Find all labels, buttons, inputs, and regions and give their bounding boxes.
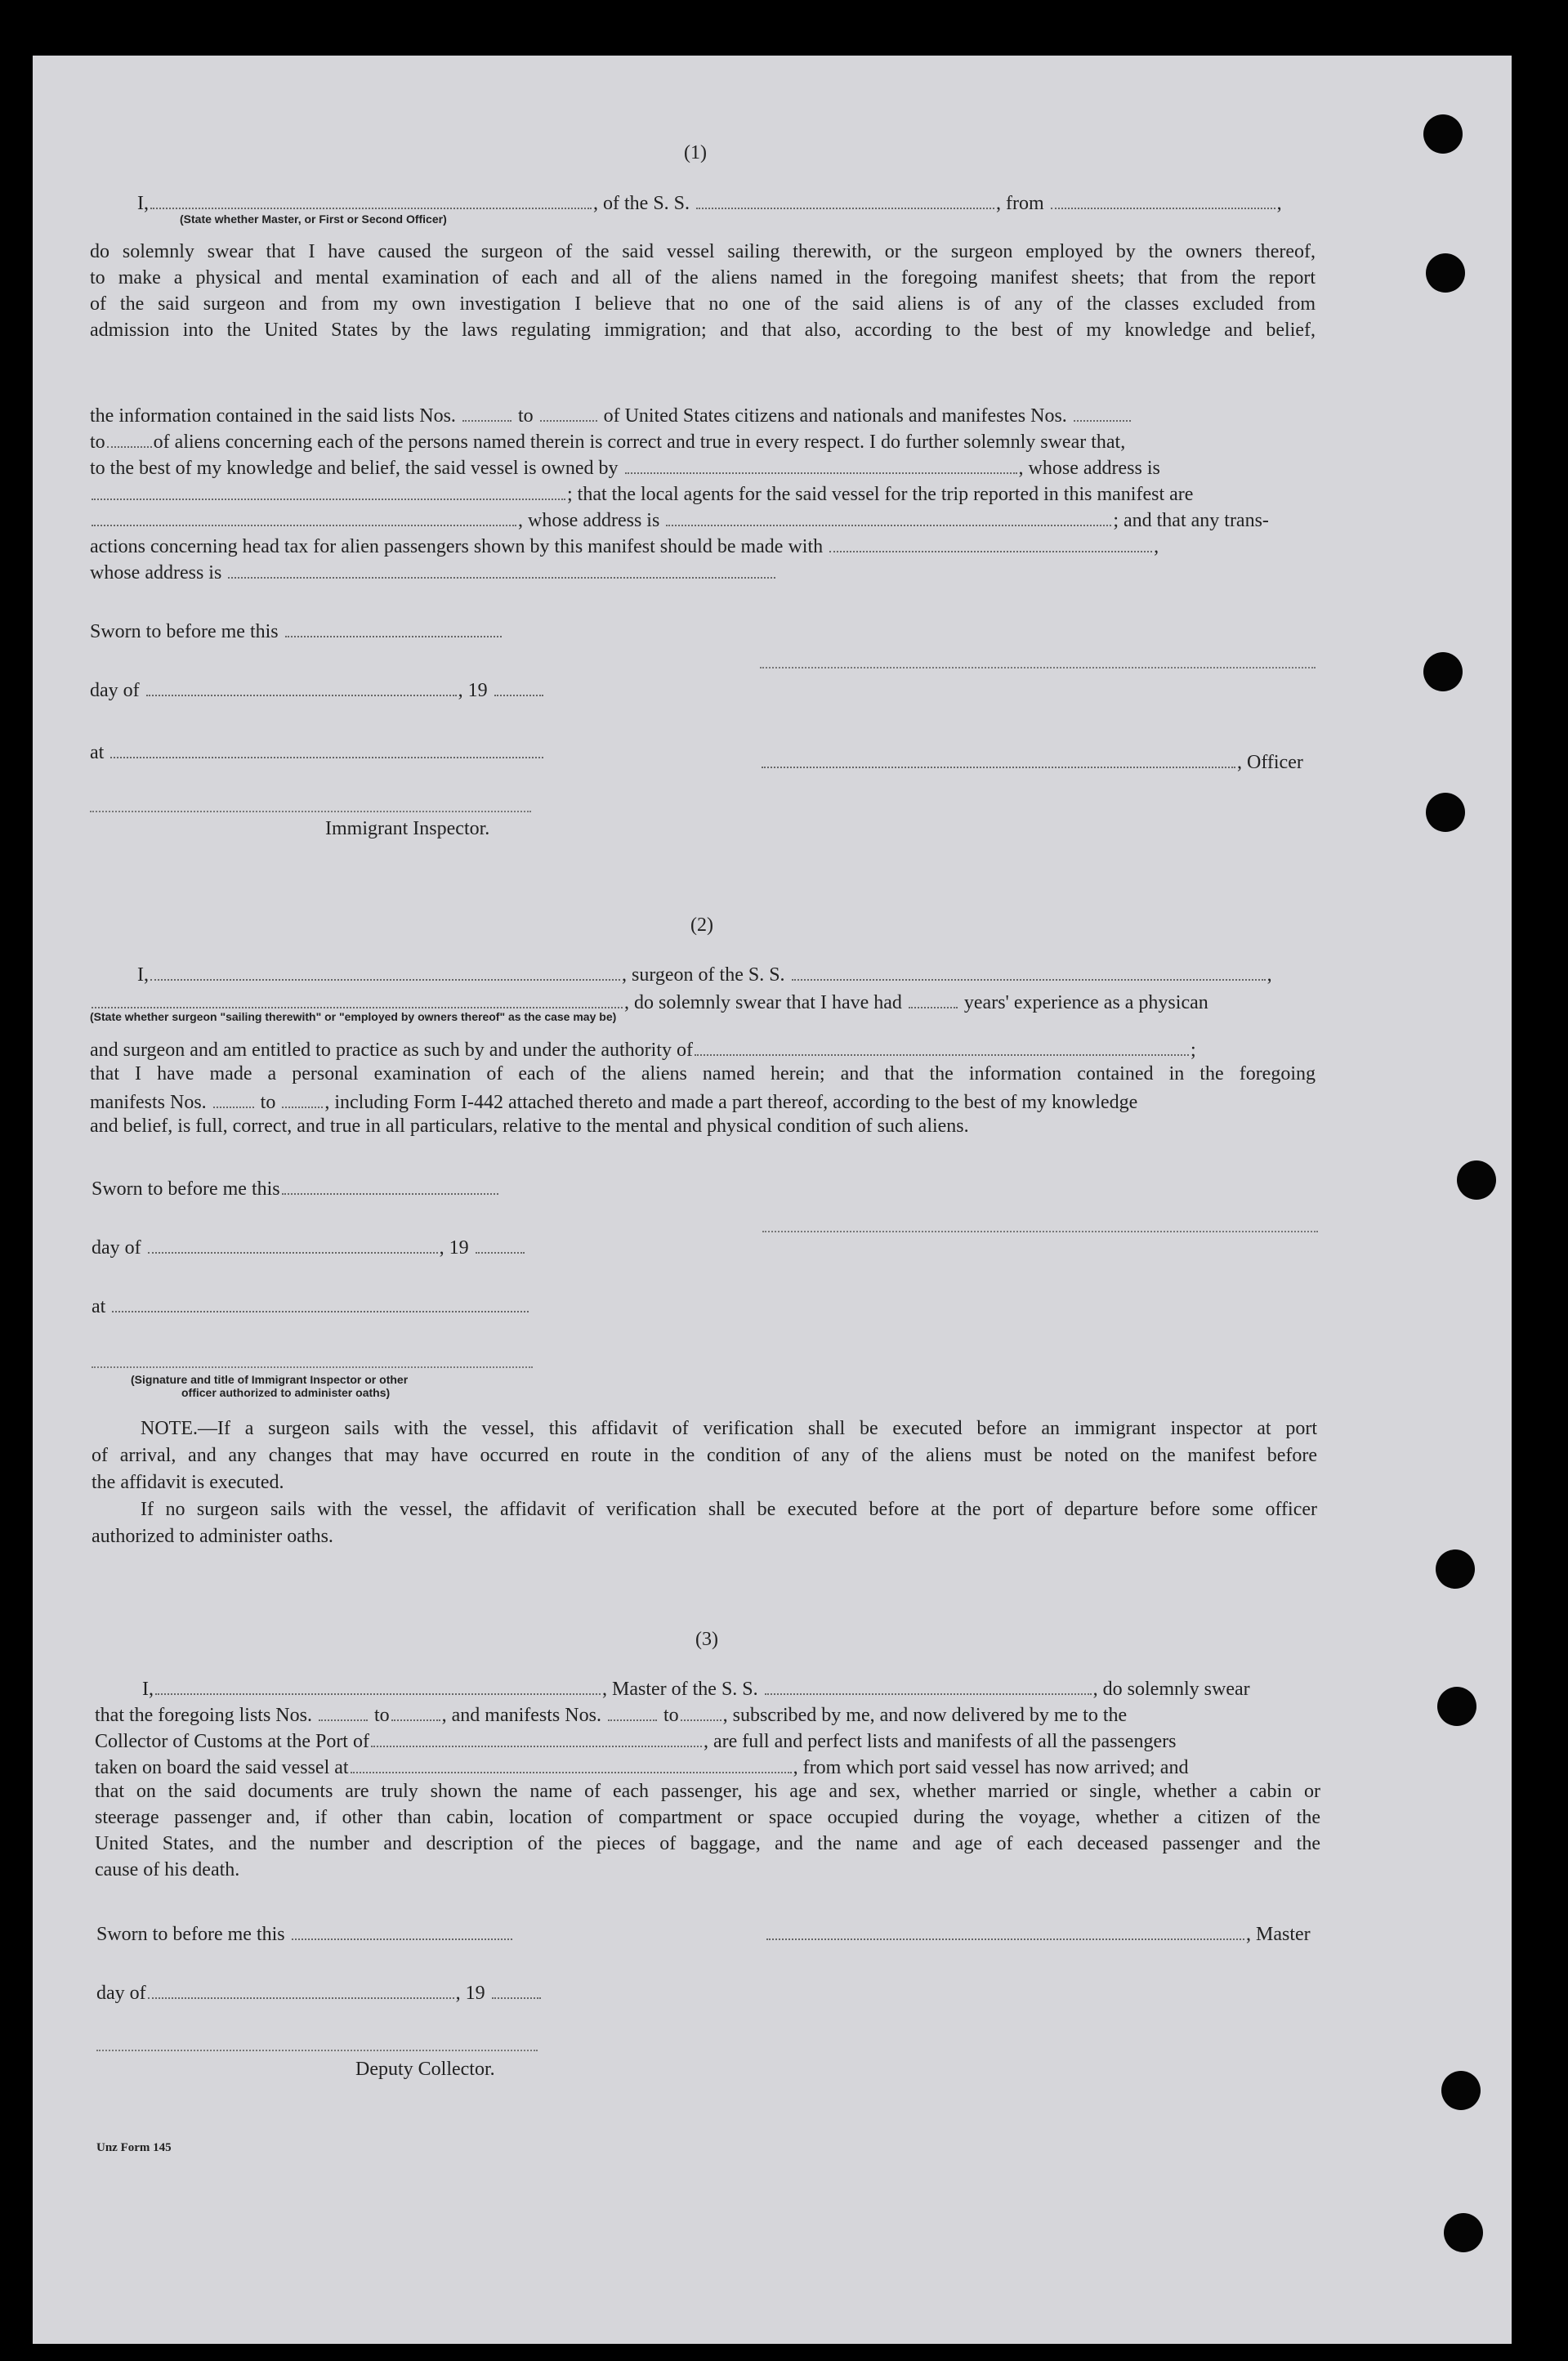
s3-manifests-to-field[interactable] [681,1700,721,1721]
s1-inspector-label: Immigrant Inspector. [325,818,490,839]
s1-year-field[interactable] [494,675,543,696]
s1-line-12: whose address is [90,557,777,587]
s2-place-field[interactable] [112,1291,529,1312]
s1-dayof: day of , 19 [90,675,545,704]
s2-vessel-field[interactable] [792,959,1266,981]
punch-hole [1423,652,1463,691]
s1-officer: , Officer [760,747,1303,776]
s2-manifest-to-field[interactable] [282,1087,323,1108]
s1-officer-name-field[interactable] [762,747,1235,768]
authority-field[interactable] [695,1035,1189,1056]
head-tax-contact-field[interactable] [829,531,1152,552]
s1-officer-signature-line[interactable] [760,667,1316,669]
officer-rank-note: (State whether Master, or First or Second Officer) [180,212,447,226]
surgeon-type-note: (State whether surgeon "sailing therewith" or "employed by owners thereof" as the case may be) [90,1010,617,1023]
s2-line-2: , do solemnly swear that I have had years' experience as a physican [90,987,1208,1017]
s3-vessel-field[interactable] [765,1674,1092,1695]
s1-body-2: to make a physical and mental examination of each and all of the aliens named in the foregoing manifest sheets; that from the report [90,267,1316,288]
s3-year-field[interactable] [492,1978,541,1999]
s3-manifests-from-field[interactable] [608,1700,657,1721]
punch-hole [1436,1549,1475,1589]
s3-deputy-signature-line[interactable] [96,2050,538,2051]
s3-body-1: that on the said documents are truly shown the name of each passenger, his age and sex, whether married or single, whether a cabin or [95,1781,1320,1802]
s3-lists-from-field[interactable] [319,1700,368,1721]
citizen-list-from-field[interactable] [462,400,511,422]
s1-body-1: do solemnly swear that I have caused the surgeon of the said vessel sailing therewith, or the surgeon employed by the owners thereof, [90,241,1316,262]
s1-place-field[interactable] [110,737,543,758]
s1-body-4: admission into the United States by the laws regulating immigration; and that also, according to the best of my knowledge and belief, [90,320,1316,341]
section-3-number: (3) [695,1629,718,1650]
s1-inspector-signature-line[interactable] [90,811,531,812]
s1-line-1: I, , of the S. S. , from , [137,188,1282,217]
s2-year-field[interactable] [476,1232,525,1254]
s3-body-3: United States, and the number and description of the pieces of baggage, and the name and age of each deceased passenger and the [95,1833,1320,1854]
boarding-port-field[interactable] [351,1752,792,1773]
punch-hole [1444,2213,1483,2252]
master-name-field[interactable] [155,1674,601,1695]
s3-line-1: I, , Master of the S. S. , do solemnly swear [142,1674,1250,1703]
section-2-number: (2) [690,914,713,936]
punch-hole [1426,793,1465,832]
s2-at: at [92,1291,530,1321]
s3-dayof: day of , 19 [96,1978,543,2007]
punch-hole [1437,1687,1476,1726]
s2-dayof: day of , 19 [92,1232,526,1262]
s3-lists-to-field[interactable] [391,1700,440,1721]
s3-sworn: Sworn to before me this [96,1919,514,1948]
s2-inspector-signature-line[interactable] [92,1366,533,1368]
s2-line-4: that I have made a personal examination of each of the aliens named herein; and that the information contained in the foregoing [90,1063,1316,1084]
s3-line-4: taken on board the said vessel at , from which port said vessel has now arrived; and [95,1752,1188,1782]
s2-manifest-from-field[interactable] [213,1087,254,1108]
s3-deputy-label: Deputy Collector. [355,2059,495,2080]
s3-master-signature-field[interactable] [766,1919,1244,1940]
s2-line-3: and surgeon and am entitled to practice as such by and under the authority of ; [90,1035,1196,1064]
s3-line-2: that the foregoing lists Nos. to , and manifests Nos. to , subscribed by me, and now delivered by me to the [95,1700,1127,1729]
note-2a: If no surgeon sails with the vessel, the affidavit of verification shall be executed before at the port of departure before some officer [141,1499,1317,1520]
form-number: Unz Form 145 [96,2141,172,2154]
s2-sworn: Sworn to before me this [92,1174,500,1203]
note-1a: NOTE.—If a surgeon sails with the vessel, this affidavit of verification shall be executed before an immigrant inspector at port [141,1418,1317,1439]
s1-sworn: Sworn to before me this [90,616,503,646]
owner-field[interactable] [625,453,1017,474]
note-1c: the affidavit is executed. [92,1472,284,1493]
punch-hole [1441,2071,1481,2110]
s2-line-5: manifests Nos. to , including Form I-442 attached thereto and made a part thereof, according to the best of my knowledge [90,1087,1137,1116]
s1-body-3: of the said surgeon and from my own investigation I believe that no one of the said aliens is of any of the classes excluded from [90,293,1316,315]
s3-body-4: cause of his death. [95,1859,240,1880]
s2-line-1: I, , surgeon of the S. S. , [137,959,1272,989]
form-page [33,56,1512,2344]
s1-day-field[interactable] [146,675,457,696]
section-1-number: (1) [684,142,707,163]
surgeon-type-field[interactable] [92,987,623,1008]
note-1b: of arrival, and any changes that may have occurred en route in the condition of any of the aliens must be noted on the manifest before [92,1445,1317,1466]
officer-name-field[interactable] [150,188,592,209]
s1-line-7: to of aliens concerning each of the persons named therein is correct and true in every respect. I do further solemnly swear that, [90,427,1125,456]
agents-address-field[interactable] [666,505,1111,526]
from-port-field[interactable] [1051,188,1275,209]
vessel-name-field[interactable] [696,188,994,209]
s3-day-field[interactable] [148,1978,454,1999]
note-2b: authorized to administer oaths. [92,1526,333,1547]
s1-line-11: actions concerning head tax for alien passengers shown by this manifest should be made with , [90,531,1159,561]
s3-master: , Master [765,1919,1311,1948]
punch-hole [1423,114,1463,154]
s1-line-9: ; that the local agents for the said vessel for the trip reported in this manifest are [90,479,1193,508]
s1-line-6: the information contained in the said lists Nos. to of United States citizens and nationals and manifestes Nos. [90,400,1132,430]
s1-at: at [90,737,545,767]
manifest-from-field[interactable] [1074,400,1131,422]
port-of-field[interactable] [371,1726,702,1747]
s2-surgeon-signature-line[interactable] [762,1231,1318,1232]
s2-signature-note-2: officer authorized to administer oaths) [181,1386,391,1399]
surgeon-name-field[interactable] [150,959,620,981]
s2-signature-note-1: (Signature and title of Immigrant Inspector or other [131,1373,409,1386]
s2-line-6: and belief, is full, correct, and true in all particulars, relative to the mental and physical condition of such aliens. [90,1116,969,1137]
citizen-list-to-field[interactable] [540,400,597,422]
s3-body-2: steerage passenger and, if other than cabin, location of compartment or space occupied during the voyage, whether a citizen of the [95,1807,1320,1828]
s3-sworn-date-field[interactable] [292,1919,512,1940]
years-experience-field[interactable] [909,987,958,1008]
contact-address-field[interactable] [228,557,775,579]
punch-hole [1457,1160,1496,1200]
punch-hole [1426,253,1465,293]
owner-address-field[interactable] [92,479,565,500]
s2-day-field[interactable] [148,1232,438,1254]
s1-line-10: , whose address is ; and that any trans- [90,505,1269,534]
s3-line-3: Collector of Customs at the Port of , are full and perfect lists and manifests of all the passengers [95,1726,1176,1755]
manifest-to-field[interactable] [107,427,152,448]
agents-field[interactable] [92,505,516,526]
s1-line-8: to the best of my knowledge and belief, the said vessel is owned by , whose address is [90,453,1160,482]
s1-sworn-date-field[interactable] [285,616,502,637]
s2-sworn-date-field[interactable] [282,1174,498,1195]
